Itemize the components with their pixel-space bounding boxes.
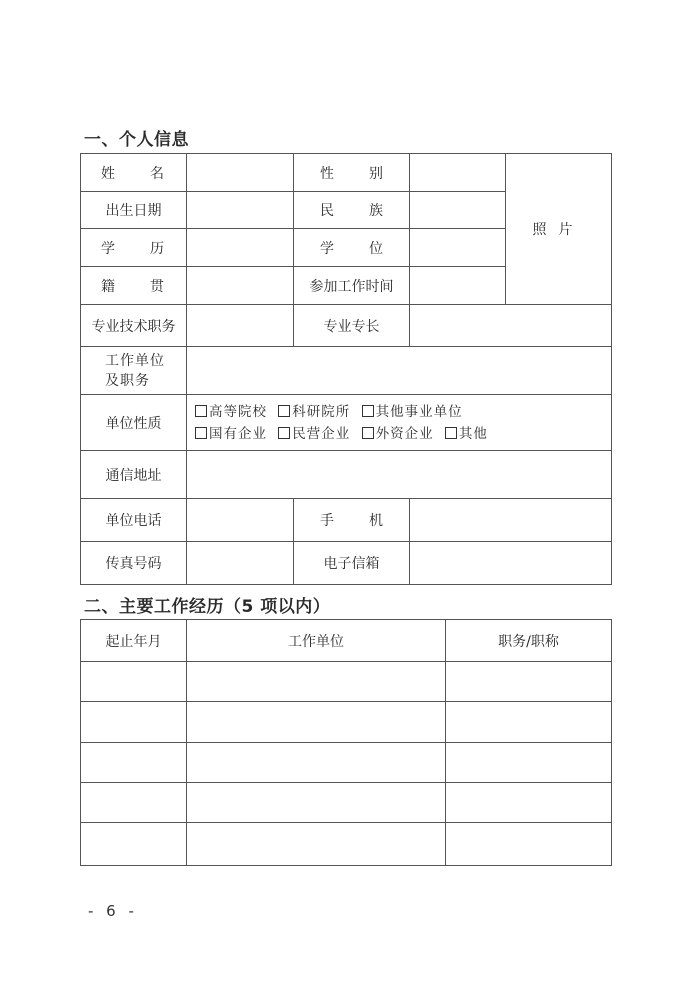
section-title-personal-info: 一、个人信息 <box>84 130 189 150</box>
checkbox-icon[interactable] <box>195 427 207 439</box>
employer-cell[interactable] <box>187 702 446 743</box>
work-start-label: 参加工作时间 <box>294 267 410 305</box>
unit-type-option[interactable]: 外资企业 <box>362 426 434 442</box>
photo-label: 照片 <box>532 222 585 238</box>
name-field[interactable] <box>187 154 294 192</box>
checkbox-icon[interactable] <box>445 427 457 439</box>
work-history-table <box>80 619 612 866</box>
unit-type-option[interactable]: 其他事业单位 <box>362 404 463 420</box>
unit-type-option[interactable]: 科研院所 <box>278 404 350 420</box>
birth-date-label: 出生日期 <box>81 192 187 229</box>
period-cell[interactable] <box>81 662 187 702</box>
unit-type-option[interactable]: 国有企业 <box>195 426 267 442</box>
education-field[interactable] <box>187 229 294 267</box>
education-label: 学 历 <box>81 229 187 267</box>
page-number: - 6 - <box>88 902 138 920</box>
table-row <box>81 743 612 783</box>
header-employer: 工作单位 <box>187 620 446 662</box>
photo-box[interactable] <box>506 154 612 305</box>
professional-title-field[interactable] <box>187 305 294 347</box>
degree-label: 学 位 <box>294 229 410 267</box>
unit-type-options <box>187 395 612 451</box>
ethnicity-label: 民 族 <box>294 192 410 229</box>
email-field[interactable] <box>410 542 612 585</box>
header-position: 职务/职称 <box>446 620 612 662</box>
checkbox-icon[interactable] <box>362 405 374 417</box>
origin-field[interactable] <box>187 267 294 305</box>
work-start-field[interactable] <box>410 267 506 305</box>
unit-type-label: 单位性质 <box>81 395 187 451</box>
name-label: 姓 名 <box>81 154 187 192</box>
table-row <box>81 702 612 743</box>
position-cell[interactable] <box>446 743 612 783</box>
checkbox-icon[interactable] <box>195 405 207 417</box>
office-phone-label: 单位电话 <box>81 499 187 542</box>
email-label: 电子信箱 <box>294 542 410 585</box>
fax-label: 传真号码 <box>81 542 187 585</box>
origin-label: 籍 贯 <box>81 267 187 305</box>
mobile-field[interactable] <box>410 499 612 542</box>
specialty-label: 专业专长 <box>294 305 410 347</box>
address-label: 通信地址 <box>81 451 187 499</box>
table-row <box>81 823 612 866</box>
period-cell[interactable] <box>81 783 187 823</box>
checkbox-icon[interactable] <box>278 427 290 439</box>
period-cell[interactable] <box>81 743 187 783</box>
employer-cell[interactable] <box>187 783 446 823</box>
position-cell[interactable] <box>446 702 612 743</box>
gender-field[interactable] <box>410 154 506 192</box>
table-row <box>81 783 612 823</box>
birth-date-field[interactable] <box>187 192 294 229</box>
employer-label: 工作单位及职务 <box>81 347 187 395</box>
professional-title-label: 专业技术职务 <box>81 305 187 347</box>
address-field[interactable] <box>187 451 612 499</box>
office-phone-field[interactable] <box>187 499 294 542</box>
section-title-work-history: 二、主要工作经历（5 项以内） <box>84 597 331 617</box>
specialty-field[interactable] <box>410 305 612 347</box>
fax-field[interactable] <box>187 542 294 585</box>
unit-type-option[interactable]: 民营企业 <box>278 426 350 442</box>
employer-cell[interactable] <box>187 823 446 866</box>
period-cell[interactable] <box>81 702 187 743</box>
unit-type-option[interactable]: 高等院校 <box>195 404 267 420</box>
employer-field[interactable] <box>187 347 612 395</box>
position-cell[interactable] <box>446 662 612 702</box>
employer-cell[interactable] <box>187 662 446 702</box>
table-row <box>81 662 612 702</box>
unit-type-option[interactable]: 其他 <box>445 426 488 442</box>
gender-label: 性 别 <box>294 154 410 192</box>
personal-info-table <box>80 153 612 585</box>
degree-field[interactable] <box>410 229 506 267</box>
checkbox-icon[interactable] <box>278 405 290 417</box>
ethnicity-field[interactable] <box>410 192 506 229</box>
mobile-label: 手 机 <box>294 499 410 542</box>
employer-cell[interactable] <box>187 743 446 783</box>
period-cell[interactable] <box>81 823 187 866</box>
header-period: 起止年月 <box>81 620 187 662</box>
position-cell[interactable] <box>446 783 612 823</box>
position-cell[interactable] <box>446 823 612 866</box>
checkbox-icon[interactable] <box>362 427 374 439</box>
